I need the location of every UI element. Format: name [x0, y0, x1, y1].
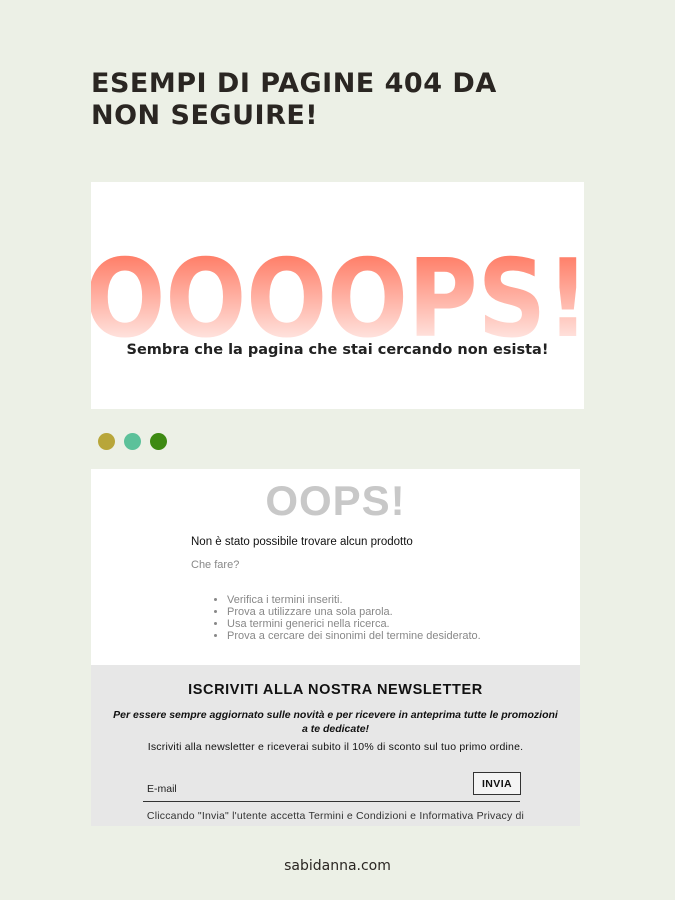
oops-heading: OOPS!: [265, 477, 406, 524]
no-product-message: Non è stato possibile trovare alcun prodotto: [191, 536, 413, 548]
example-404-card-oooops: [85, 182, 590, 409]
svg-text:OOOOPS!: OOOOPS!: [85, 244, 590, 344]
newsletter-legal-text: Cliccando "Invia" l'utente accetta Termini e Condizioni e Informativa Privacy di: [146, 810, 525, 822]
newsletter-description: Per essere sempre aggiornato sulle novità e per ricevere in anteprima tutte le promozioni a te dedicate!: [113, 709, 558, 735]
not-found-subtitle: Sembra che la pagina che stai cercando non esista!: [126, 342, 549, 358]
tip-item: • Usa termini generici nella ricerca.: [227, 618, 481, 630]
green-dot: [150, 433, 167, 450]
tip-item: • Verifica i termini inseriti.: [227, 594, 481, 606]
what-to-do-label: Che fare?: [191, 559, 240, 571]
footer-site-name: sabidanna.com: [284, 858, 391, 874]
oooops-graphic: [85, 244, 590, 344]
newsletter-section: [91, 665, 580, 826]
example-404-card-oops: [91, 469, 580, 826]
email-field[interactable]: [143, 776, 520, 802]
teal-dot: [124, 433, 141, 450]
submit-button[interactable]: INVIA: [473, 772, 521, 795]
olive-dot: [98, 433, 115, 450]
tip-item: • Prova a utilizzare una sola parola.: [227, 606, 481, 618]
page-title: ESEMPI DI PAGINE 404 DA NON SEGUIRE!: [91, 68, 497, 131]
decorative-dots: [98, 433, 167, 450]
tips-list: [215, 594, 481, 642]
tip-item: • Prova a cercare dei sinonimi del termine desiderato.: [227, 630, 481, 642]
newsletter-title: ISCRIVITI ALLA NOSTRA NEWSLETTER: [188, 682, 483, 698]
newsletter-offer: Iscriviti alla newsletter e riceverai subito il 10% di sconto sul tuo primo ordine.: [147, 741, 524, 753]
